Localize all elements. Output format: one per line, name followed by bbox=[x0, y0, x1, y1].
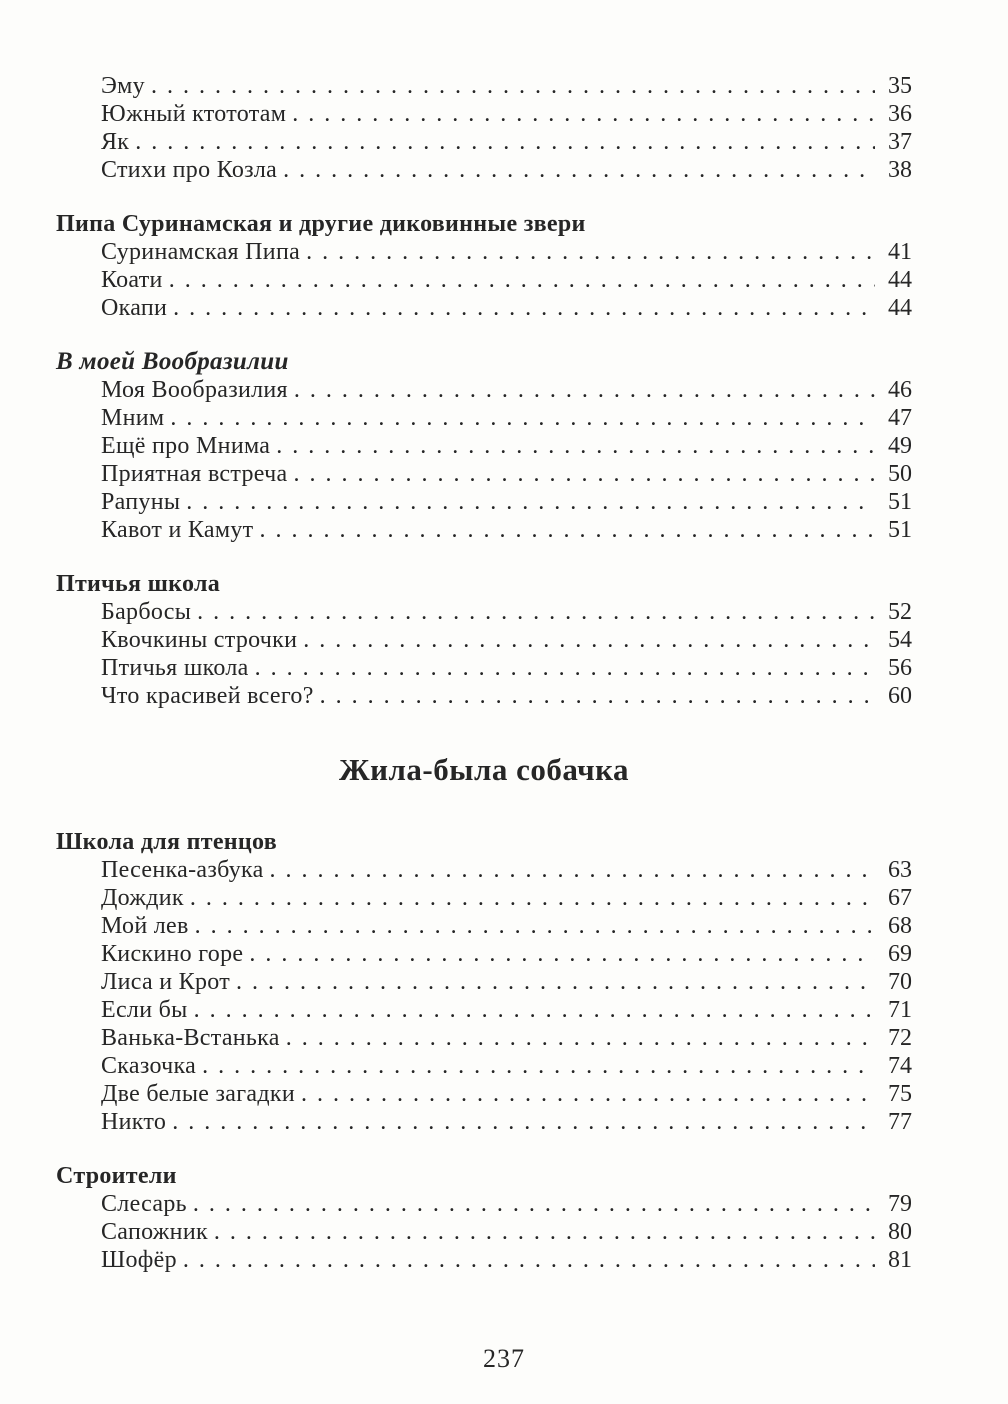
toc-entry bbox=[56, 626, 912, 654]
toc-entry-title: Коати bbox=[101, 267, 163, 293]
toc-entry-title: Эму bbox=[101, 73, 145, 99]
toc-section bbox=[56, 570, 912, 710]
dot-leader bbox=[276, 432, 875, 460]
toc-entry-title: Если бы bbox=[101, 997, 188, 1023]
toc-entry bbox=[56, 432, 912, 460]
toc-entry-page: 56 bbox=[888, 655, 912, 681]
dot-leader bbox=[186, 488, 875, 516]
section-heading: Пипа Суринамская и другие диковинные звери bbox=[56, 211, 586, 237]
dot-leader bbox=[270, 856, 875, 884]
dot-leader bbox=[195, 912, 875, 940]
toc-entry-title: Лиса и Крот bbox=[101, 969, 231, 995]
toc-entry-title: Что красивей всего? bbox=[101, 683, 314, 709]
toc-entry-page: 51 bbox=[888, 489, 912, 515]
toc-entry-page: 47 bbox=[888, 405, 912, 431]
toc-entry bbox=[56, 488, 912, 516]
toc-entry bbox=[56, 1108, 912, 1136]
dot-leader bbox=[170, 404, 875, 432]
dot-leader bbox=[303, 626, 875, 654]
toc-entry bbox=[56, 1190, 912, 1218]
toc-entry bbox=[56, 1080, 912, 1108]
toc-entry bbox=[56, 856, 912, 884]
toc-entry-title: Ванька-Встанька bbox=[101, 1025, 280, 1051]
toc-entry-page: 75 bbox=[888, 1081, 912, 1107]
toc-entry-page: 50 bbox=[888, 461, 912, 487]
toc-section bbox=[56, 348, 912, 544]
toc-entry bbox=[56, 516, 912, 544]
toc-entry-title: Слесарь bbox=[101, 1191, 187, 1217]
toc-entry-page: 38 bbox=[888, 157, 912, 183]
dot-leader bbox=[306, 238, 875, 266]
dot-leader bbox=[197, 598, 875, 626]
toc-entry bbox=[56, 100, 912, 128]
dot-leader bbox=[236, 968, 875, 996]
toc-entry bbox=[56, 654, 912, 682]
dot-leader bbox=[301, 1080, 875, 1108]
toc-entry-page: 74 bbox=[888, 1053, 912, 1079]
dot-leader bbox=[190, 884, 875, 912]
dot-leader bbox=[294, 376, 875, 404]
toc-entry-page: 81 bbox=[888, 1247, 912, 1273]
toc-entry-page: 63 bbox=[888, 857, 912, 883]
toc-section bbox=[56, 1162, 912, 1274]
toc-entry-title: Рапуны bbox=[101, 489, 181, 515]
toc-entry-page: 79 bbox=[888, 1191, 912, 1217]
toc-entry-title: Окапи bbox=[101, 295, 168, 321]
dot-leader bbox=[293, 460, 875, 488]
toc-entry-page: 36 bbox=[888, 101, 912, 127]
dot-leader bbox=[173, 294, 875, 322]
toc-section bbox=[56, 828, 912, 1136]
toc-entry bbox=[56, 1052, 912, 1080]
dot-leader bbox=[249, 940, 875, 968]
toc-entry bbox=[56, 996, 912, 1024]
toc-entry-page: 71 bbox=[888, 997, 912, 1023]
dot-leader bbox=[259, 516, 875, 544]
dot-leader bbox=[135, 128, 875, 156]
toc-entry-page: 35 bbox=[888, 73, 912, 99]
toc-entry bbox=[56, 460, 912, 488]
toc-entry-title: Песенка-азбука bbox=[101, 857, 264, 883]
toc-entry-page: 68 bbox=[888, 913, 912, 939]
toc-entry bbox=[56, 1024, 912, 1052]
toc-entry bbox=[56, 72, 912, 100]
toc-entry bbox=[56, 968, 912, 996]
dot-leader bbox=[172, 1108, 875, 1136]
toc-entry bbox=[56, 1218, 912, 1246]
toc-entry bbox=[56, 266, 912, 294]
toc-entry-page: 54 bbox=[888, 627, 912, 653]
toc-entry-title: Моя Вообразилия bbox=[101, 377, 288, 403]
toc-entry bbox=[56, 294, 912, 322]
toc-entry-title: Кавот и Камут bbox=[101, 517, 254, 543]
toc-entry-title: Дождик bbox=[101, 885, 184, 911]
toc-entry-page: 41 bbox=[888, 239, 912, 265]
section-heading: Строители bbox=[56, 1163, 177, 1189]
toc-entry-page: 69 bbox=[888, 941, 912, 967]
toc-entry-title: Никто bbox=[101, 1109, 167, 1135]
dot-leader bbox=[193, 1190, 875, 1218]
toc-entry-title: Южный ктототам bbox=[101, 101, 287, 127]
toc-entry-page: 51 bbox=[888, 517, 912, 543]
toc-entry-title: Квочкины строчки bbox=[101, 627, 298, 653]
toc-section bbox=[56, 72, 912, 184]
toc-entry-title: Приятная встреча bbox=[101, 461, 288, 487]
toc-entry bbox=[56, 912, 912, 940]
toc-entry-title: Ещё про Мнима bbox=[101, 433, 271, 459]
toc-entry-title: Две белые загадки bbox=[101, 1081, 295, 1107]
toc-entry-page: 49 bbox=[888, 433, 912, 459]
dot-leader bbox=[320, 682, 875, 710]
dot-leader bbox=[283, 156, 875, 184]
dot-leader bbox=[169, 266, 875, 294]
toc-entry bbox=[56, 404, 912, 432]
dot-leader bbox=[292, 100, 875, 128]
dot-leader bbox=[183, 1246, 875, 1274]
dot-leader bbox=[255, 654, 875, 682]
toc-entry bbox=[56, 156, 912, 184]
toc-entry-title: Кискино горе bbox=[101, 941, 244, 967]
toc-entry-page: 46 bbox=[888, 377, 912, 403]
toc-entry-page: 77 bbox=[888, 1109, 912, 1135]
toc-section bbox=[56, 210, 912, 322]
toc-entry-title: Шофёр bbox=[101, 1247, 177, 1273]
section-heading: Школа для птенцов bbox=[56, 829, 277, 855]
toc-entry-page: 72 bbox=[888, 1025, 912, 1051]
toc-entry bbox=[56, 1246, 912, 1274]
toc-entry bbox=[56, 940, 912, 968]
toc-entry-page: 52 bbox=[888, 599, 912, 625]
dot-leader bbox=[286, 1024, 875, 1052]
section-heading: В моей Вообразилии bbox=[56, 348, 289, 375]
toc-entry-title: Як bbox=[101, 129, 130, 155]
footer-page-number: 237 bbox=[483, 1344, 525, 1373]
part-title: Жила-была собачка bbox=[339, 752, 629, 787]
toc-entry-title: Мой лев bbox=[101, 913, 189, 939]
toc-entry-page: 37 bbox=[888, 129, 912, 155]
toc-entry-page: 70 bbox=[888, 969, 912, 995]
toc bbox=[56, 72, 912, 1274]
toc-entry bbox=[56, 128, 912, 156]
toc-entry bbox=[56, 598, 912, 626]
toc-entry-page: 60 bbox=[888, 683, 912, 709]
dot-leader bbox=[151, 72, 875, 100]
toc-entry bbox=[56, 682, 912, 710]
toc-entry-page: 44 bbox=[888, 295, 912, 321]
dot-leader bbox=[214, 1218, 875, 1246]
dot-leader bbox=[202, 1052, 875, 1080]
toc-entry bbox=[56, 238, 912, 266]
toc-entry-page: 67 bbox=[888, 885, 912, 911]
toc-entry bbox=[56, 884, 912, 912]
toc-entry-title: Сказочка bbox=[101, 1053, 197, 1079]
section-heading: Птичья школа bbox=[56, 571, 221, 597]
toc-entry-title: Барбосы bbox=[101, 599, 192, 625]
toc-entry-title: Стихи про Козла bbox=[101, 157, 278, 183]
toc-entry-title: Сапожник bbox=[101, 1219, 208, 1245]
toc-entry-page: 44 bbox=[888, 267, 912, 293]
toc-entry bbox=[56, 376, 912, 404]
toc-entry-title: Мним bbox=[101, 405, 165, 431]
toc-entry-page: 80 bbox=[888, 1219, 912, 1245]
toc-entry-title: Птичья школа bbox=[101, 655, 249, 681]
dot-leader bbox=[194, 996, 875, 1024]
toc-entry-title: Суринамская Пипа bbox=[101, 239, 301, 265]
